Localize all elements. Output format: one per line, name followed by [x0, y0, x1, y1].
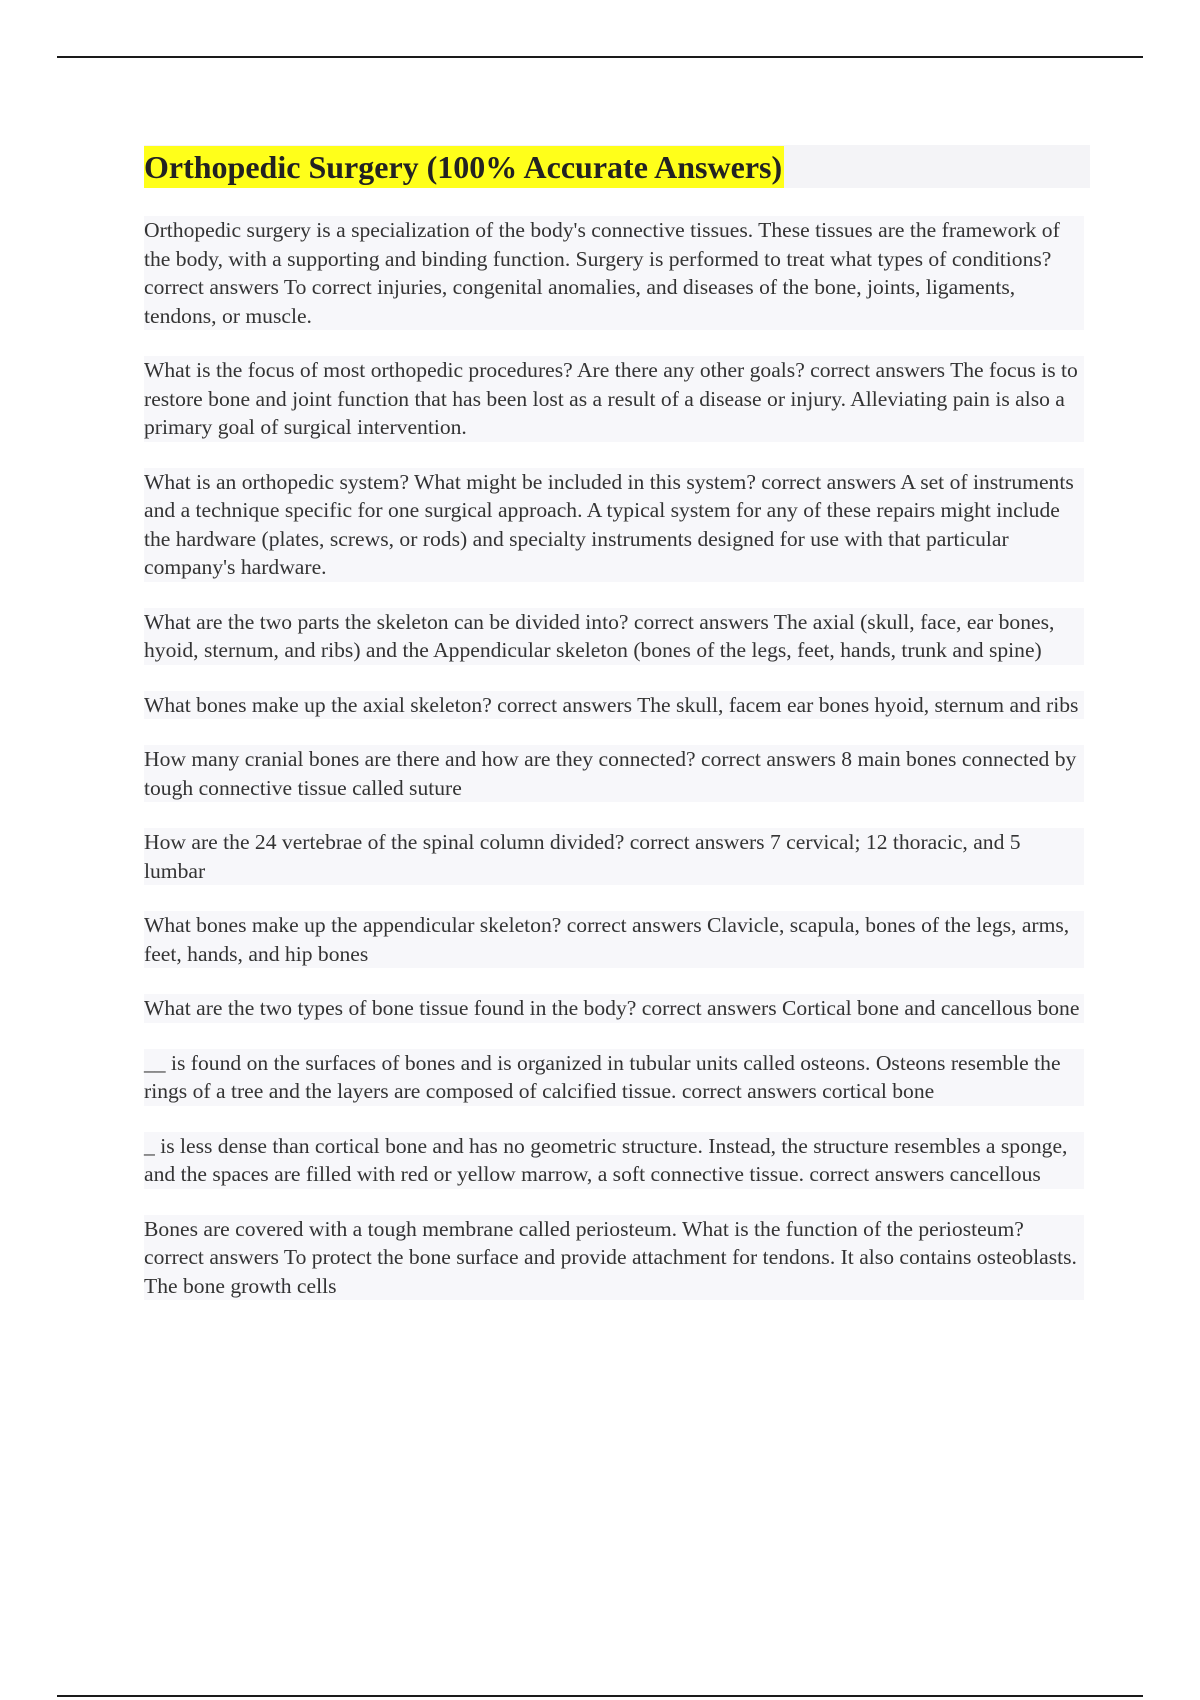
- qa-item: Orthopedic surgery is a specialization of the body's connective tissues. These tissues are the framework of the body, with a supporting and binding function. Surgery is performed to treat what types of conditions? correct answers To correct injuries, congenital anomalies, and diseases of the bone, joints, ligaments, tendons, or muscle.: [144, 216, 1084, 330]
- qa-item: What bones make up the appendicular skeleton? correct answers Clavicle, scapula, bones of the legs, arms, feet, hands, and hip bones: [144, 911, 1084, 968]
- qa-item: What bones make up the axial skeleton? correct answers The skull, facem ear bones hyoid, sternum and ribs: [144, 691, 1084, 720]
- qa-item: What is the focus of most orthopedic procedures? Are there any other goals? correct answers The focus is to restore bone and joint function that has been lost as a result of a disease or injury. Alleviating pain is also a primary goal of surgical intervention.: [144, 356, 1084, 442]
- qa-item: How are the 24 vertebrae of the spinal column divided? correct answers 7 cervical; 12 thoracic, and 5 lumbar: [144, 828, 1084, 885]
- bottom-rule: [57, 1695, 1143, 1697]
- qa-list: [144, 216, 1090, 1300]
- qa-item: Bones are covered with a tough membrane called periosteum. What is the function of the periosteum? correct answers To protect the bone surface and provide attachment for tendons. It also contains osteoblasts. The bone growth cells: [144, 1215, 1084, 1301]
- qa-item: __ is found on the surfaces of bones and is organized in tubular units called osteons. Osteons resemble the rings of a tree and the layers are composed of calcified tissue. correct answers cortical bone: [144, 1049, 1084, 1106]
- qa-item: What are the two types of bone tissue found in the body? correct answers Cortical bone and cancellous bone: [144, 994, 1084, 1023]
- qa-item: What is an orthopedic system? What might be included in this system? correct answers A set of instruments and a technique specific for one surgical approach. A typical system for any of these repairs might include the hardware (plates, screws, or rods) and specialty instruments designed for use with that particular company's hardware.: [144, 468, 1084, 582]
- document-title: Orthopedic Surgery (100% Accurate Answers): [144, 146, 784, 188]
- top-rule: [57, 56, 1143, 58]
- qa-item: What are the two parts the skeleton can be divided into? correct answers The axial (skull, face, ear bones, hyoid, sternum, and ribs) and the Appendicular skeleton (bones of the legs, feet, hands, trunk and spine): [144, 608, 1084, 665]
- document-body: [144, 145, 1090, 1326]
- qa-item: How many cranial bones are there and how are they connected? correct answers 8 main bones connected by tough connective tissue called suture: [144, 745, 1084, 802]
- qa-item: _ is less dense than cortical bone and has no geometric structure. Instead, the structure resembles a sponge, and the spaces are filled with red or yellow marrow, a soft connective tissue. correct answers cancellous: [144, 1132, 1084, 1189]
- title-band: [144, 145, 1090, 188]
